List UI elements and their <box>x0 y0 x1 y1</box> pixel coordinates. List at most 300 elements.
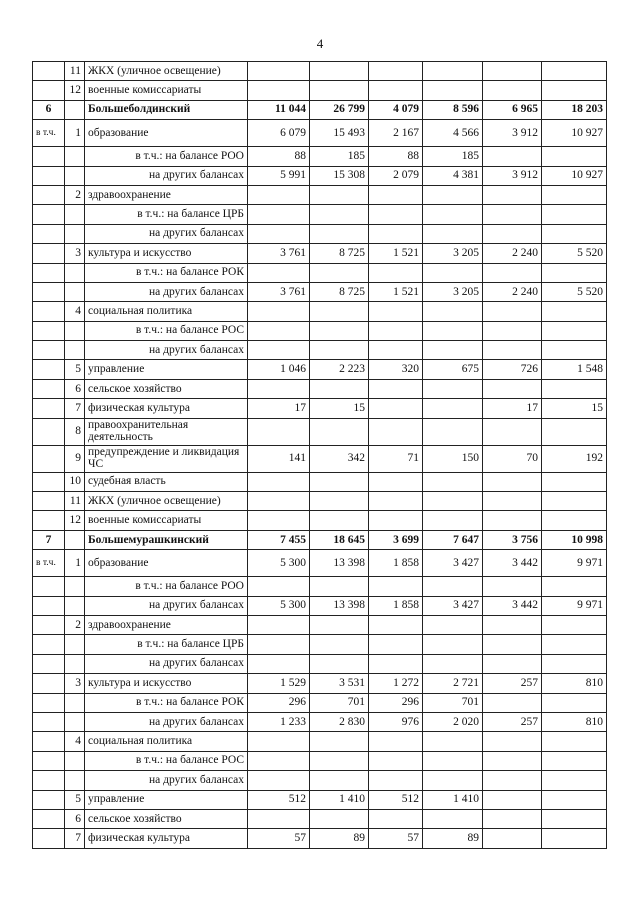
table-row <box>33 445 607 472</box>
row-label-cell: культура и искусство <box>85 244 248 263</box>
table-row <box>33 224 607 243</box>
value-cell: 1 233 <box>248 712 310 731</box>
table-row <box>33 654 607 673</box>
row-number-cell: 11 <box>65 492 85 511</box>
value-cell <box>423 321 483 340</box>
value-cell <box>423 809 483 828</box>
value-cell <box>248 302 310 321</box>
value-cell <box>483 809 542 828</box>
value-cell <box>542 829 607 848</box>
row-label-cell: на других балансах <box>85 166 248 185</box>
value-cell: 1 410 <box>310 790 369 809</box>
value-cell: 9 971 <box>542 550 607 577</box>
row-group-cell: в т.ч. <box>33 120 65 147</box>
row-group-cell <box>33 596 65 615</box>
value-cell <box>310 809 369 828</box>
value-cell <box>310 511 369 530</box>
table-row <box>33 302 607 321</box>
value-cell: 512 <box>369 790 423 809</box>
row-group-cell <box>33 185 65 204</box>
row-group-cell <box>33 321 65 340</box>
value-cell: 4 079 <box>369 100 423 119</box>
row-number-cell <box>65 147 85 166</box>
row-number-cell <box>65 166 85 185</box>
row-number-cell: 9 <box>65 445 85 472</box>
value-cell: 1 529 <box>248 674 310 693</box>
row-label-cell: на других балансах <box>85 596 248 615</box>
value-cell <box>369 577 423 596</box>
value-cell: 2 167 <box>369 120 423 147</box>
value-cell <box>542 732 607 751</box>
value-cell: 2 240 <box>483 282 542 301</box>
value-cell <box>483 693 542 712</box>
value-cell: 1 858 <box>369 550 423 577</box>
row-label-cell: физическая культура <box>85 829 248 848</box>
value-cell <box>483 224 542 243</box>
value-cell <box>423 577 483 596</box>
value-cell: 150 <box>423 445 483 472</box>
row-group-cell <box>33 399 65 418</box>
value-cell <box>248 771 310 790</box>
value-cell <box>248 379 310 398</box>
row-number-cell <box>65 577 85 596</box>
value-cell <box>248 751 310 770</box>
value-cell: 2 079 <box>369 166 423 185</box>
value-cell <box>369 751 423 770</box>
row-group-cell <box>33 751 65 770</box>
row-number-cell <box>65 530 85 549</box>
value-cell <box>369 809 423 828</box>
row-label-cell: судебная власть <box>85 472 248 491</box>
row-label-cell: в т.ч.: на балансе РОО <box>85 577 248 596</box>
table-row <box>33 790 607 809</box>
table-row <box>33 771 607 790</box>
row-group-cell <box>33 379 65 398</box>
row-number-cell: 12 <box>65 511 85 530</box>
value-cell <box>310 81 369 100</box>
value-cell: 3 761 <box>248 244 310 263</box>
value-cell: 4 381 <box>423 166 483 185</box>
table-row <box>33 635 607 654</box>
value-cell <box>369 341 423 360</box>
value-cell: 3 442 <box>483 596 542 615</box>
value-cell: 3 205 <box>423 244 483 263</box>
value-cell: 976 <box>369 712 423 731</box>
value-cell: 26 799 <box>310 100 369 119</box>
value-cell: 3 761 <box>248 282 310 301</box>
value-cell <box>542 809 607 828</box>
value-cell <box>542 635 607 654</box>
value-cell <box>542 321 607 340</box>
table-row <box>33 185 607 204</box>
row-label-cell: предупреждение и ликвидация ЧС <box>85 445 248 472</box>
row-number-cell: 1 <box>65 120 85 147</box>
row-label-cell: здравоохранение <box>85 615 248 634</box>
value-cell: 320 <box>369 360 423 379</box>
row-number-cell <box>65 751 85 770</box>
row-number-cell <box>65 771 85 790</box>
row-group-cell <box>33 341 65 360</box>
value-cell <box>423 205 483 224</box>
value-cell: 810 <box>542 674 607 693</box>
row-group-cell <box>33 147 65 166</box>
row-group-cell: 7 <box>33 530 65 549</box>
value-cell: 5 991 <box>248 166 310 185</box>
value-cell <box>369 263 423 282</box>
value-cell: 1 272 <box>369 674 423 693</box>
row-label-cell: социальная политика <box>85 302 248 321</box>
row-group-cell <box>33 635 65 654</box>
value-cell <box>542 790 607 809</box>
district-row <box>33 530 607 549</box>
value-cell: 2 223 <box>310 360 369 379</box>
row-label-cell: сельское хозяйство <box>85 809 248 828</box>
row-number-cell: 4 <box>65 732 85 751</box>
row-number-cell <box>65 100 85 119</box>
row-label-cell: здравоохранение <box>85 185 248 204</box>
value-cell <box>310 263 369 282</box>
row-label-cell: Большемурашкинский <box>85 530 248 549</box>
value-cell <box>423 492 483 511</box>
row-number-cell: 6 <box>65 809 85 828</box>
row-label-cell: в т.ч.: на балансе ЦРБ <box>85 205 248 224</box>
value-cell <box>310 771 369 790</box>
row-label-cell: сельское хозяйство <box>85 379 248 398</box>
value-cell <box>483 654 542 673</box>
value-cell <box>542 263 607 282</box>
table-row <box>33 166 607 185</box>
value-cell <box>542 81 607 100</box>
value-cell <box>483 615 542 634</box>
value-cell <box>248 185 310 204</box>
row-label-cell: на других балансах <box>85 771 248 790</box>
value-cell <box>483 751 542 770</box>
row-group-cell <box>33 360 65 379</box>
value-cell <box>248 205 310 224</box>
row-group-cell <box>33 62 65 81</box>
row-number-cell <box>65 596 85 615</box>
page-number: 4 <box>316 36 324 51</box>
value-cell: 15 308 <box>310 166 369 185</box>
value-cell <box>310 751 369 770</box>
value-cell <box>248 809 310 828</box>
value-cell: 3 699 <box>369 530 423 549</box>
value-cell <box>483 62 542 81</box>
table-row <box>33 809 607 828</box>
table-row <box>33 577 607 596</box>
value-cell: 15 493 <box>310 120 369 147</box>
value-cell <box>369 511 423 530</box>
row-number-cell <box>65 205 85 224</box>
value-cell <box>248 321 310 340</box>
value-cell <box>369 418 423 445</box>
value-cell <box>483 790 542 809</box>
value-cell: 88 <box>369 147 423 166</box>
value-cell <box>310 224 369 243</box>
value-cell <box>369 732 423 751</box>
row-group-cell <box>33 577 65 596</box>
value-cell <box>483 577 542 596</box>
row-number-cell: 3 <box>65 244 85 263</box>
value-cell: 88 <box>248 147 310 166</box>
value-cell: 15 <box>542 399 607 418</box>
row-number-cell: 5 <box>65 360 85 379</box>
row-label-cell: ЖКХ (уличное освещение) <box>85 62 248 81</box>
row-number-cell <box>65 321 85 340</box>
table-row <box>33 81 607 100</box>
row-group-cell <box>33 166 65 185</box>
row-group-cell <box>33 445 65 472</box>
row-group-cell <box>33 472 65 491</box>
value-cell: 8 596 <box>423 100 483 119</box>
table-row <box>33 282 607 301</box>
value-cell <box>423 263 483 282</box>
row-label-cell: на других балансах <box>85 654 248 673</box>
table-row <box>33 829 607 848</box>
table-row <box>33 492 607 511</box>
table-row <box>33 147 607 166</box>
value-cell: 8 725 <box>310 282 369 301</box>
budget-table <box>32 61 607 849</box>
row-group-cell <box>33 282 65 301</box>
value-cell <box>423 379 483 398</box>
row-group-cell <box>33 674 65 693</box>
value-cell: 185 <box>423 147 483 166</box>
value-cell: 675 <box>423 360 483 379</box>
value-cell: 512 <box>248 790 310 809</box>
row-group-cell <box>33 615 65 634</box>
value-cell: 18 203 <box>542 100 607 119</box>
value-cell <box>423 771 483 790</box>
value-cell: 3 442 <box>483 550 542 577</box>
value-cell: 11 044 <box>248 100 310 119</box>
value-cell <box>542 224 607 243</box>
row-number-cell: 10 <box>65 472 85 491</box>
value-cell: 1 521 <box>369 244 423 263</box>
value-cell: 7 455 <box>248 530 310 549</box>
value-cell: 257 <box>483 712 542 731</box>
value-cell <box>483 147 542 166</box>
row-label-cell: образование <box>85 550 248 577</box>
value-cell: 701 <box>423 693 483 712</box>
row-number-cell: 7 <box>65 829 85 848</box>
row-number-cell <box>65 224 85 243</box>
value-cell: 9 971 <box>542 596 607 615</box>
value-cell <box>310 615 369 634</box>
row-group-cell <box>33 771 65 790</box>
row-label-cell: в т.ч.: на балансе РОК <box>85 693 248 712</box>
row-label-cell: физическая культура <box>85 399 248 418</box>
value-cell <box>542 472 607 491</box>
value-cell <box>423 185 483 204</box>
value-cell <box>542 302 607 321</box>
value-cell <box>542 379 607 398</box>
row-label-cell: правоохранительная деятельность <box>85 418 248 445</box>
table-row <box>33 712 607 731</box>
value-cell <box>310 62 369 81</box>
value-cell <box>369 81 423 100</box>
value-cell: 13 398 <box>310 550 369 577</box>
row-label-cell: на других балансах <box>85 224 248 243</box>
value-cell <box>369 472 423 491</box>
value-cell <box>542 62 607 81</box>
value-cell: 10 927 <box>542 166 607 185</box>
table-row <box>33 341 607 360</box>
value-cell <box>542 341 607 360</box>
value-cell: 5 300 <box>248 596 310 615</box>
row-label-cell: управление <box>85 360 248 379</box>
value-cell <box>248 62 310 81</box>
row-group-cell <box>33 829 65 848</box>
table-row <box>33 360 607 379</box>
value-cell: 1 521 <box>369 282 423 301</box>
value-cell: 1 858 <box>369 596 423 615</box>
value-cell: 1 046 <box>248 360 310 379</box>
value-cell: 8 725 <box>310 244 369 263</box>
value-cell <box>542 771 607 790</box>
value-cell: 5 520 <box>542 244 607 263</box>
value-cell <box>369 635 423 654</box>
row-number-cell: 1 <box>65 550 85 577</box>
value-cell <box>369 185 423 204</box>
row-group-cell <box>33 205 65 224</box>
value-cell <box>248 511 310 530</box>
value-cell <box>369 771 423 790</box>
table-row <box>33 596 607 615</box>
value-cell <box>483 492 542 511</box>
row-group-cell <box>33 263 65 282</box>
row-label-cell: на других балансах <box>85 282 248 301</box>
value-cell <box>310 185 369 204</box>
row-label-cell: ЖКХ (уличное освещение) <box>85 492 248 511</box>
value-cell <box>483 341 542 360</box>
value-cell <box>248 472 310 491</box>
table-row <box>33 205 607 224</box>
value-cell <box>310 321 369 340</box>
row-number-cell <box>65 654 85 673</box>
value-cell <box>542 418 607 445</box>
value-cell <box>423 399 483 418</box>
value-cell: 13 398 <box>310 596 369 615</box>
row-group-cell <box>33 418 65 445</box>
value-cell <box>542 185 607 204</box>
row-number-cell: 12 <box>65 81 85 100</box>
value-cell <box>423 418 483 445</box>
value-cell <box>483 321 542 340</box>
value-cell: 185 <box>310 147 369 166</box>
value-cell <box>310 654 369 673</box>
row-label-cell: в т.ч.: на балансе РОК <box>85 263 248 282</box>
value-cell <box>542 511 607 530</box>
row-group-cell <box>33 81 65 100</box>
value-cell: 6 965 <box>483 100 542 119</box>
value-cell <box>369 62 423 81</box>
value-cell <box>248 615 310 634</box>
value-cell <box>369 379 423 398</box>
value-cell <box>483 771 542 790</box>
value-cell: 3 427 <box>423 550 483 577</box>
row-group-cell <box>33 511 65 530</box>
row-label-cell: в т.ч.: на балансе ЦРБ <box>85 635 248 654</box>
value-cell <box>310 492 369 511</box>
value-cell <box>483 635 542 654</box>
value-cell: 257 <box>483 674 542 693</box>
value-cell <box>369 224 423 243</box>
value-cell <box>542 492 607 511</box>
value-cell <box>423 81 483 100</box>
row-number-cell <box>65 282 85 301</box>
row-number-cell: 2 <box>65 185 85 204</box>
value-cell: 3 427 <box>423 596 483 615</box>
value-cell <box>423 302 483 321</box>
value-cell <box>310 472 369 491</box>
row-number-cell: 3 <box>65 674 85 693</box>
value-cell: 70 <box>483 445 542 472</box>
row-label-cell: в т.ч.: на балансе РОО <box>85 147 248 166</box>
value-cell <box>423 751 483 770</box>
value-cell <box>483 205 542 224</box>
value-cell <box>369 615 423 634</box>
value-cell <box>248 81 310 100</box>
row-number-cell: 4 <box>65 302 85 321</box>
row-number-cell: 8 <box>65 418 85 445</box>
value-cell <box>369 302 423 321</box>
value-cell: 10 927 <box>542 120 607 147</box>
value-cell <box>483 185 542 204</box>
row-group-cell <box>33 654 65 673</box>
row-group-cell: в т.ч. <box>33 550 65 577</box>
value-cell <box>248 635 310 654</box>
value-cell: 18 645 <box>310 530 369 549</box>
table-row <box>33 511 607 530</box>
value-cell: 701 <box>310 693 369 712</box>
row-group-cell <box>33 492 65 511</box>
row-label-cell: культура и искусство <box>85 674 248 693</box>
row-label-cell: управление <box>85 790 248 809</box>
value-cell <box>542 751 607 770</box>
value-cell: 2 240 <box>483 244 542 263</box>
value-cell: 17 <box>483 399 542 418</box>
value-cell <box>310 205 369 224</box>
row-group-cell <box>33 790 65 809</box>
table-row <box>33 615 607 634</box>
value-cell <box>423 615 483 634</box>
table-row <box>33 472 607 491</box>
value-cell <box>542 147 607 166</box>
value-cell <box>248 492 310 511</box>
row-label-cell: военные комиссариаты <box>85 81 248 100</box>
row-group-cell <box>33 712 65 731</box>
value-cell <box>542 615 607 634</box>
value-cell: 3 912 <box>483 166 542 185</box>
value-cell <box>310 732 369 751</box>
table-row <box>33 379 607 398</box>
row-label-cell: Большеболдинский <box>85 100 248 119</box>
value-cell: 3 756 <box>483 530 542 549</box>
value-cell: 141 <box>248 445 310 472</box>
value-cell <box>369 492 423 511</box>
row-number-cell <box>65 341 85 360</box>
table-row <box>33 550 607 577</box>
value-cell: 3 912 <box>483 120 542 147</box>
value-cell <box>423 732 483 751</box>
row-label-cell: образование <box>85 120 248 147</box>
value-cell: 1 410 <box>423 790 483 809</box>
value-cell: 7 647 <box>423 530 483 549</box>
value-cell: 6 079 <box>248 120 310 147</box>
value-cell: 71 <box>369 445 423 472</box>
value-cell <box>423 472 483 491</box>
